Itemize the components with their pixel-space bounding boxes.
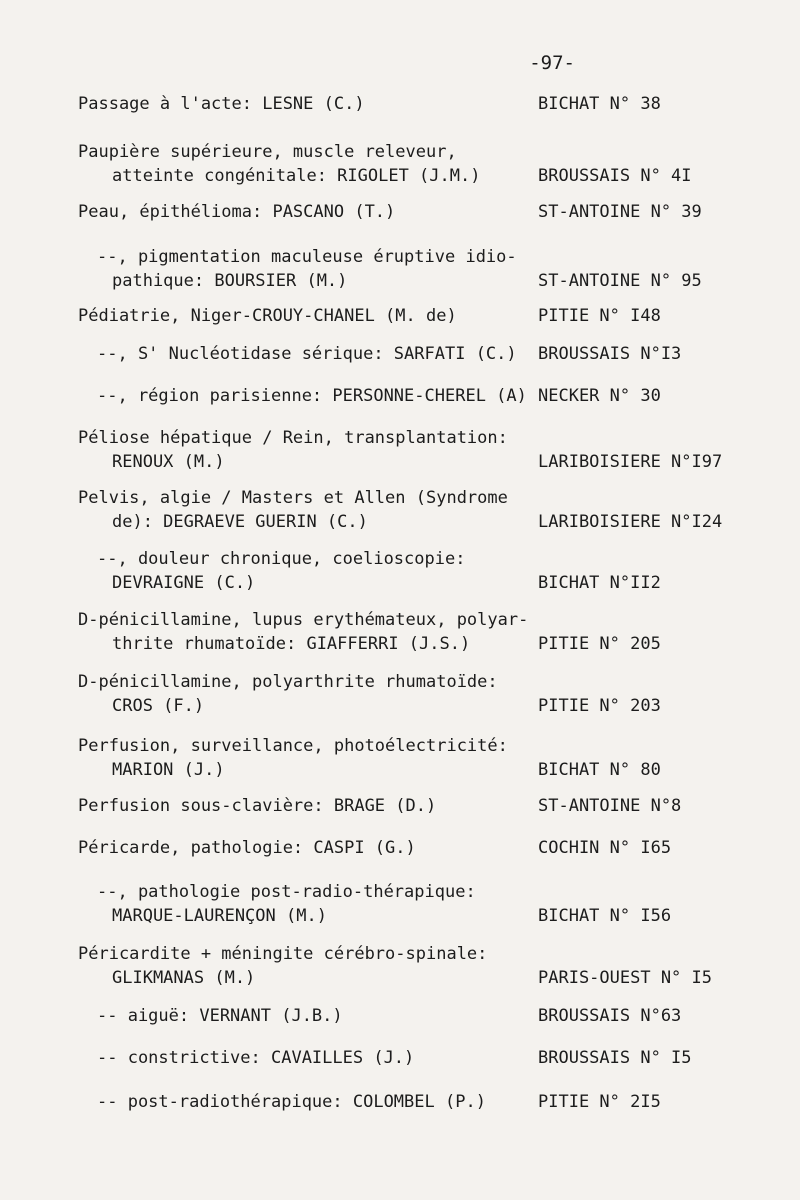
index-entry	[0, 92, 800, 116]
entry-location: BROUSSAIS N° I5	[538, 1048, 692, 1068]
entry-location: BROUSSAIS N°63	[538, 1006, 682, 1026]
entry-line	[0, 304, 800, 328]
index-entry	[0, 200, 800, 224]
entry-location: PARIS-OUEST N° I5	[538, 968, 712, 988]
index-entry	[0, 1004, 800, 1028]
entry-line	[0, 269, 800, 293]
index-entry	[0, 342, 800, 366]
entry-line	[0, 342, 800, 366]
entry-line	[0, 426, 800, 450]
entry-subject-text: -- constrictive: CAVAILLES (J.)	[97, 1048, 415, 1068]
entry-line	[0, 384, 800, 408]
entry-subject-text: RENOUX (M.)	[112, 452, 225, 472]
index-entry	[0, 1046, 800, 1070]
index-entry	[0, 486, 800, 534]
entry-subject-text: pathique: BOURSIER (M.)	[112, 271, 348, 291]
entry-line	[0, 734, 800, 758]
entry-line	[0, 1004, 800, 1028]
index-entry	[0, 384, 800, 408]
entry-location: PITIE N° 205	[538, 634, 661, 654]
entry-subject-text: --, douleur chronique, coelioscopie:	[97, 549, 466, 569]
index-entry	[0, 245, 800, 293]
entry-subject-text: de): DEGRAEVE GUERIN (C.)	[112, 512, 368, 532]
entry-line	[0, 140, 800, 164]
index-entry	[0, 1090, 800, 1114]
entry-subject-text: -- aiguë: VERNANT (J.B.)	[97, 1006, 343, 1026]
entry-location: BICHAT N°II2	[538, 573, 661, 593]
entry-line	[0, 632, 800, 656]
entry-subject-text: Péricarde, pathologie: CASPI (G.)	[78, 838, 416, 858]
entry-line	[0, 547, 800, 571]
entry-line	[0, 670, 800, 694]
entry-subject-text: Perfusion, surveillance, photoélectricité:	[78, 736, 508, 756]
entry-location: ST-ANTOINE N° 95	[538, 271, 702, 291]
entry-line	[0, 450, 800, 474]
entry-subject-text: DEVRAIGNE (C.)	[112, 573, 256, 593]
entry-subject-text: Pédiatrie, Niger-CROUY-CHANEL (M. de)	[78, 306, 457, 326]
entry-location: LARIBOISIERE N°I24	[538, 512, 723, 532]
entry-location: ST-ANTOINE N° 39	[538, 202, 702, 222]
index-entry	[0, 880, 800, 928]
entry-location: BROUSSAIS N° 4I	[538, 166, 692, 186]
entry-subject-text: Perfusion sous-clavière: BRAGE (D.)	[78, 796, 437, 816]
entry-line	[0, 904, 800, 928]
entry-location: PITIE N° I48	[538, 306, 661, 326]
entry-line	[0, 571, 800, 595]
entry-location: BROUSSAIS N°I3	[538, 344, 682, 364]
entry-line	[0, 486, 800, 510]
entry-line	[0, 694, 800, 718]
index-entry	[0, 670, 800, 718]
index-entry	[0, 734, 800, 782]
entry-line	[0, 92, 800, 116]
entry-location: PITIE N° 2I5	[538, 1092, 661, 1112]
entry-line	[0, 794, 800, 818]
entry-subject-text: D-pénicillamine, polyarthrite rhumatoïde:	[78, 672, 498, 692]
entry-location: BICHAT N° I56	[538, 906, 672, 926]
entry-subject-text: --, région parisienne: PERSONNE-CHEREL (A)	[97, 386, 527, 406]
entry-subject-text: Paupière supérieure, muscle releveur,	[78, 142, 457, 162]
entry-subject-text: Passage à l'acte: LESNE (C.)	[78, 94, 365, 114]
entry-subject-text: Péricardite + méningite cérébro-spinale:	[78, 944, 488, 964]
entry-line	[0, 942, 800, 966]
entry-location: COCHIN N° I65	[538, 838, 672, 858]
entry-line	[0, 510, 800, 534]
index-entry	[0, 304, 800, 328]
index-entry	[0, 426, 800, 474]
entry-subject-text: Pelvis, algie / Masters et Allen (Syndrome	[78, 488, 508, 508]
index-entry	[0, 794, 800, 818]
entry-subject-text: CROS (F.)	[112, 696, 205, 716]
entry-line	[0, 608, 800, 632]
entry-line	[0, 1090, 800, 1114]
entry-subject-text: atteinte congénitale: RIGOLET (J.M.)	[112, 166, 481, 186]
entry-subject-text: Péliose hépatique / Rein, transplantation:	[78, 428, 508, 448]
entry-location: NECKER N° 30	[538, 386, 661, 406]
index-entry	[0, 140, 800, 188]
entry-line	[0, 164, 800, 188]
entry-subject-text: --, pigmentation maculeuse éruptive idio-	[97, 247, 517, 267]
entry-line	[0, 1046, 800, 1070]
entry-line	[0, 966, 800, 990]
entry-subject-text: --, S' Nucléotidase sérique: SARFATI (C.)	[97, 344, 517, 364]
entry-subject-text: MARQUE-LAURENÇON (M.)	[112, 906, 327, 926]
entry-subject-text: D-pénicillamine, lupus erythémateux, polyar-	[78, 610, 529, 630]
index-entry	[0, 942, 800, 990]
entry-location: PITIE N° 203	[538, 696, 661, 716]
page-number: -97-	[529, 52, 575, 74]
entry-subject-text: -- post-radiothérapique: COLOMBEL (P.)	[97, 1092, 486, 1112]
index-entry	[0, 836, 800, 860]
entry-location: ST-ANTOINE N°8	[538, 796, 682, 816]
entry-subject-text: MARION (J.)	[112, 760, 225, 780]
entry-subject-text: --, pathologie post-radio-thérapique:	[97, 882, 476, 902]
entry-subject-text: thrite rhumatoïde: GIAFFERRI (J.S.)	[112, 634, 471, 654]
entry-location: BICHAT N° 80	[538, 760, 661, 780]
entry-line	[0, 245, 800, 269]
entry-line	[0, 758, 800, 782]
entry-line	[0, 880, 800, 904]
entry-subject-text: GLIKMANAS (M.)	[112, 968, 256, 988]
index-entry	[0, 608, 800, 656]
entry-location: BICHAT N° 38	[538, 94, 661, 114]
entry-line	[0, 200, 800, 224]
entry-subject-text: Peau, épithélioma: PASCANO (T.)	[78, 202, 396, 222]
entry-line	[0, 836, 800, 860]
index-entry	[0, 547, 800, 595]
entry-location: LARIBOISIERE N°I97	[538, 452, 723, 472]
